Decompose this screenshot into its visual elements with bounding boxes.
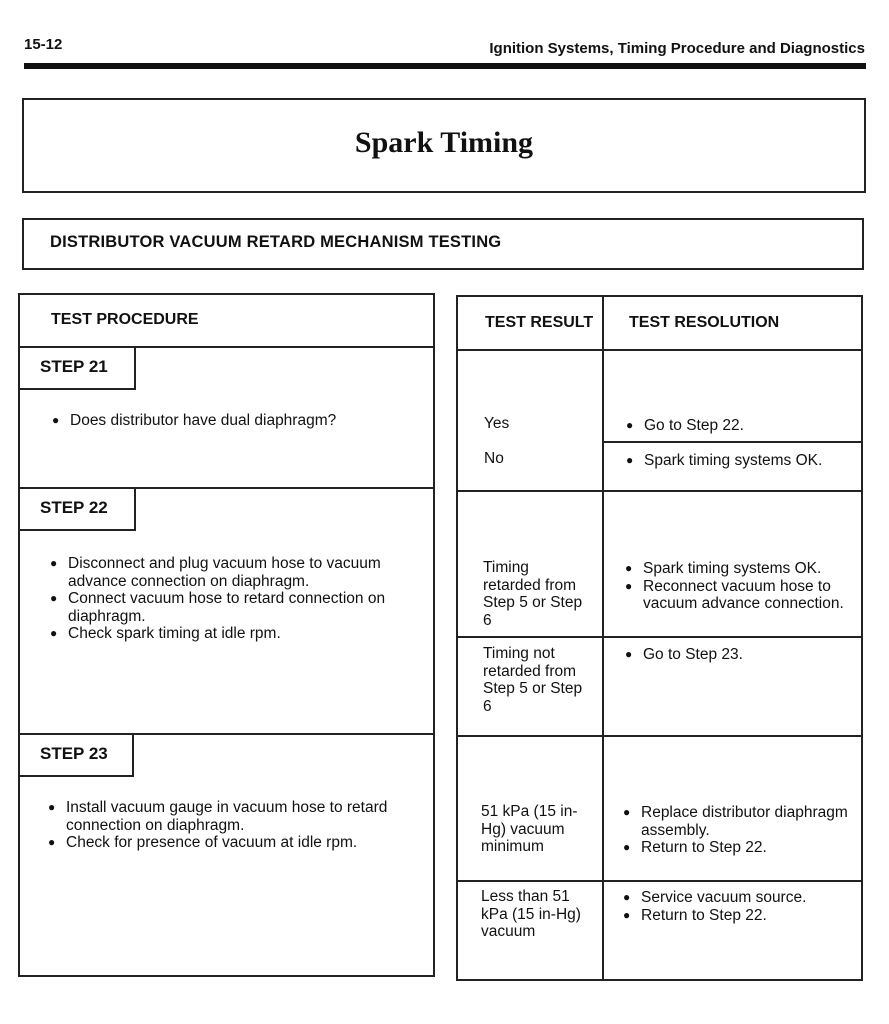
procedure-item: ● Check spark timing at idle rpm. xyxy=(50,625,425,643)
resolution-item: ● Service vacuum source. xyxy=(623,889,855,907)
step-23-label: STEP 23 xyxy=(20,735,134,777)
divider xyxy=(458,349,861,351)
column-divider xyxy=(602,297,604,979)
step-23-procedure xyxy=(48,799,423,852)
resolution-cell xyxy=(625,560,857,613)
procedure-item: ● Disconnect and plug vacuum hose to vacuum advance connection on diaphragm. xyxy=(50,555,425,590)
section-title: Ignition Systems, Timing Procedure and Diagnostics xyxy=(489,40,865,57)
result-cell: 51 kPa (15 in-Hg) vacuum minimum xyxy=(481,803,578,855)
resolution-cell xyxy=(626,417,856,435)
procedure-table xyxy=(18,293,435,977)
step-22-procedure xyxy=(50,555,425,643)
divider xyxy=(458,636,861,638)
resolution-item: ● Go to Step 22. xyxy=(626,417,856,435)
result-cell: Timing not retarded from Step 5 or Step 6 xyxy=(483,645,583,715)
results-table xyxy=(456,295,863,981)
procedure-column-header: TEST PROCEDURE xyxy=(51,311,199,328)
divider xyxy=(458,880,861,882)
result-cell: No xyxy=(484,450,504,467)
result-cell: Timing retarded from Step 5 or Step 6 xyxy=(483,559,583,629)
header-rule xyxy=(24,63,866,69)
step-21-procedure xyxy=(52,412,422,430)
divider xyxy=(602,441,861,443)
result-column-header: TEST RESULT xyxy=(485,314,594,331)
resolution-cell xyxy=(623,804,855,857)
page-title: Spark Timing xyxy=(354,126,534,159)
step-21-label: STEP 21 xyxy=(20,348,136,390)
divider xyxy=(458,490,861,492)
resolution-item: ● Return to Step 22. xyxy=(623,839,855,857)
resolution-item: ● Reconnect vacuum hose to vacuum advance connection. xyxy=(625,578,857,613)
result-cell: Less than 51 kPa (15 in-Hg) vacuum xyxy=(481,888,581,940)
resolution-item: ● Return to Step 22. xyxy=(623,907,855,925)
resolution-item: ● Replace distributor diaphragm assembly. xyxy=(623,804,855,839)
procedure-item: ● Connect vacuum hose to retard connection on diaphragm. xyxy=(50,590,425,625)
resolution-cell xyxy=(625,646,857,664)
procedure-item: ● Does distributor have dual diaphragm? xyxy=(52,412,422,430)
result-cell: Yes xyxy=(484,415,510,432)
divider xyxy=(458,735,861,737)
step-22-label: STEP 22 xyxy=(20,489,136,531)
resolution-cell xyxy=(623,889,855,924)
resolution-column-header: TEST RESOLUTION xyxy=(629,314,780,331)
resolution-item: ● Go to Step 23. xyxy=(625,646,857,664)
resolution-item: ● Spark timing systems OK. xyxy=(626,452,856,470)
resolution-cell xyxy=(626,452,856,470)
test-subtitle: DISTRIBUTOR VACUUM RETARD MECHANISM TESTING xyxy=(50,233,502,251)
resolution-item: ● Spark timing systems OK. xyxy=(625,560,857,578)
procedure-item: ● Check for presence of vacuum at idle rpm. xyxy=(48,834,423,852)
procedure-item: ● Install vacuum gauge in vacuum hose to retard connection on diaphragm. xyxy=(48,799,423,834)
page-number: 15-12 xyxy=(24,36,63,53)
